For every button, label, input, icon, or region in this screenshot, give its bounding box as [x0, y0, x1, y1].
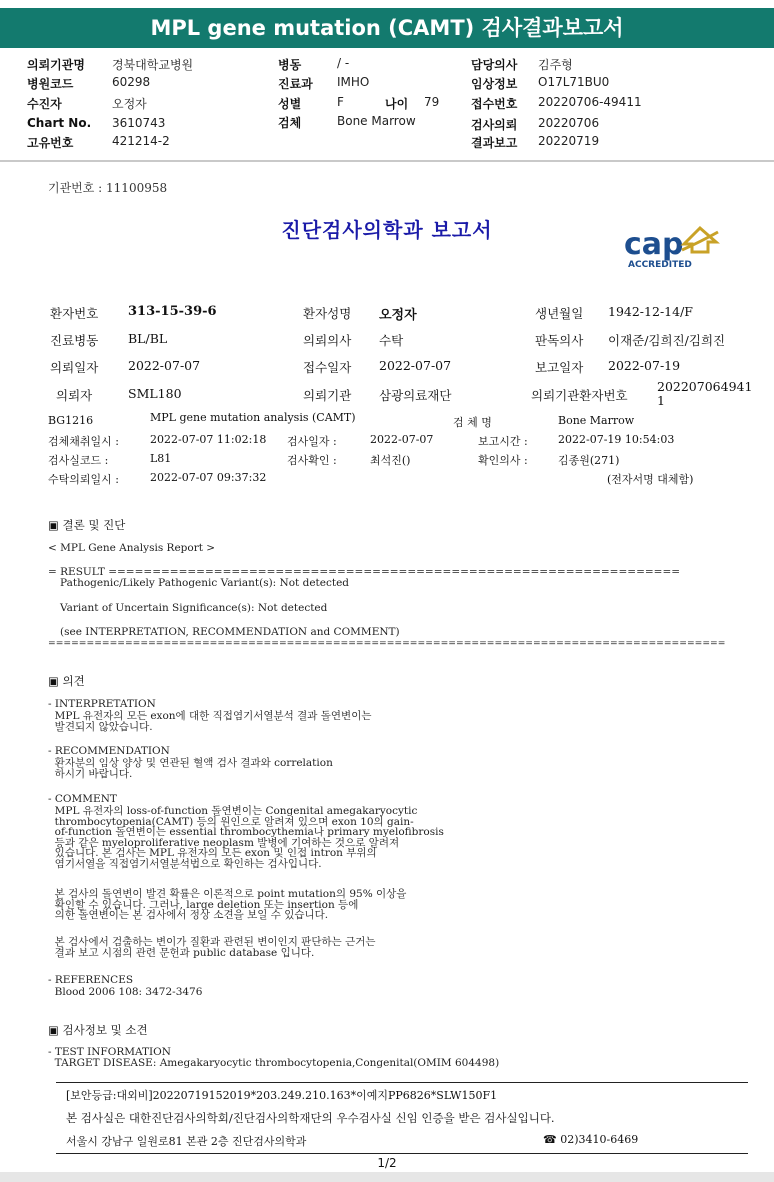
viewer-bottom-bar	[0, 1172, 774, 1182]
interpretation-body: MPL 유전자의 모든 exon에 대한 직접염기서열분석 결과 돌연변이는 발견되지 않았습니다.	[54, 710, 372, 733]
label-collection-time: 검체채취일시 :	[48, 435, 119, 448]
label-sex: 성별	[278, 97, 302, 111]
value-receipt-no: 20220706-49411	[538, 95, 642, 109]
interpretation-heading: - INTERPRETATION	[48, 698, 156, 710]
value-unique-no: 421214-2	[112, 134, 170, 148]
section-test-info: ▣ 검사정보 및 소견	[48, 1023, 148, 1037]
result-pathogenic: Pathogenic/Likely Pathogenic Variant(s): Not detected	[60, 577, 350, 589]
value-specimen: Bone Marrow	[337, 114, 416, 128]
svg-text:ACCREDITED: ACCREDITED	[628, 260, 692, 270]
header-divider	[0, 160, 774, 162]
result-separator: = RESULT =================================================================	[48, 566, 681, 578]
value-chart-no: 3610743	[112, 116, 166, 130]
test-information-body: TARGET DISEASE: Amegakaryocytic thrombocytopenia,Congenital(OMIM 604498)	[48, 1057, 500, 1069]
value-patient-name: 오정자	[379, 308, 417, 323]
value-lab-code: L81	[150, 452, 172, 465]
recommendation-body: 환자분의 임상 양상 및 연관된 혈액 검사 결과와 correlation 하시기 바랍니다.	[54, 757, 333, 780]
label-exam-confirm: 검사확인 :	[287, 454, 337, 467]
label-requesting-org: 의뢰기관명	[27, 58, 85, 72]
value-result-report: 20220719	[538, 134, 600, 148]
result-end-separator: ========================================================================================	[48, 638, 726, 649]
lab-address: 서울시 강남구 일원로81 본관 2층 진단검사의학과	[66, 1135, 307, 1148]
label-unique-no: 고유번호	[27, 136, 74, 150]
label-test-request: 검사의뢰	[471, 118, 518, 132]
comment-body-3: 본 검사에서 검출하는 변이가 질환과 관련된 변이인지 판단하는 근거는 결과 보고 시점의 관련 문헌과 public database 입니다.	[54, 936, 376, 959]
value-ward-dept: BL/BL	[128, 331, 168, 346]
label-confirm-doctor: 확인의사 :	[478, 454, 528, 467]
value-reading-doctor: 이재준/김희진/김희진	[608, 333, 726, 348]
label-hospital-code: 병원코드	[27, 77, 74, 91]
security-stamp: [보안등급:대외비]20220719152019*203.249.210.163*이예지PP6826*SLW150F1	[66, 1089, 498, 1102]
label-ward: 병동	[278, 58, 302, 72]
label-patient-no: 환자번호	[50, 306, 99, 321]
value-age: 79	[424, 95, 440, 109]
label-physician: 담당의사	[471, 58, 518, 72]
label-requesting-institution: 의뢰기관	[303, 388, 352, 403]
label-birthdate: 생년월일	[535, 306, 584, 321]
label-institution-patient-no: 의뢰기관환자번호	[531, 388, 628, 403]
label-exam-date: 검사일자 :	[287, 435, 337, 448]
label-request-date: 의뢰일자	[50, 360, 99, 375]
label-clinical-info: 임상정보	[471, 77, 518, 91]
electronic-signature-note: (전자서명 대체함)	[607, 473, 694, 486]
test-name: MPL gene mutation analysis (CAMT)	[150, 411, 356, 424]
value-requester: SML180	[128, 386, 182, 401]
value-examinee: 오정자	[112, 97, 147, 111]
value-department: IMHO	[337, 75, 370, 89]
result-see-note: (see INTERPRETATION, RECOMMENDATION and COMMENT)	[60, 626, 400, 638]
value-requesting-doctor: 수탁	[379, 333, 404, 348]
header-info	[0, 56, 774, 152]
label-report-date: 보고일자	[535, 360, 584, 375]
label-examinee: 수진자	[27, 97, 62, 111]
value-requesting-institution: 삼광의료재단	[379, 388, 452, 403]
result-vus: Variant of Uncertain Significance(s): Not detected	[60, 602, 328, 614]
page-number: 1/2	[377, 1156, 397, 1170]
value-birthdate: 1942-12-14/F	[608, 304, 693, 319]
label-department: 진료과	[278, 77, 313, 91]
svg-text:cap: cap	[624, 227, 684, 262]
label-specimen: 검체	[278, 116, 302, 130]
cap-accredited-logo	[622, 224, 732, 272]
label-receipt-date: 접수일자	[303, 360, 352, 375]
label-receipt-no: 접수번호	[471, 97, 518, 111]
label-report-time: 보고시간 :	[478, 435, 528, 448]
value-sex: F	[337, 95, 344, 109]
value-hospital-code: 60298	[112, 75, 151, 89]
footer-divider-bottom	[56, 1153, 748, 1154]
value-requesting-org: 경북대학교병원	[112, 58, 194, 72]
label-ward-dept: 진료병동	[50, 333, 99, 348]
value-receipt-date: 2022-07-07	[379, 358, 452, 373]
test-code: BG1216	[48, 414, 94, 427]
label-patient-name: 환자성명	[303, 306, 352, 321]
value-clinical-info: O17L71BU0	[538, 75, 610, 89]
value-confirm-doctor: 김종원(271)	[558, 454, 620, 467]
recommendation-heading: - RECOMMENDATION	[48, 745, 170, 757]
certification-note: 본 검사실은 대한진단검사의학회/진단검사의학재단의 우수검사실 신임 인증을 받은 검사실입니다.	[66, 1111, 555, 1125]
test-information-heading: - TEST INFORMATION	[48, 1046, 171, 1058]
section-conclusion: ▣ 결론 및 진단	[48, 518, 126, 532]
comment-body-1: MPL 유전자의 loss-of-function 돌연변이는 Congenital amegakaryocytic thrombocytopenia(CAMT) 등의 원인으로 알려져 있으며 exon 10의 gain- of-function 돌연변이는 essential thrombocythemia나 primary myelofibrosis 등과 같은 myeloproliferative neoplasm 발병에 기여하는 것으로 알려져 있습니다. 본 검사는 MPL 유전자의 모든 exon 및 인접 intron 부위의 염기서열을 직접염기서열분석법으로 확인하는 검사입니다.	[54, 805, 444, 870]
label-lab-code: 검사실코드 :	[48, 454, 109, 467]
label-result-report: 결과보고	[471, 136, 518, 150]
references-body: Blood 2006 108: 3472-3476	[48, 986, 203, 998]
institution-number: 기관번호 : 11100958	[48, 181, 168, 195]
value-institution-patient-no-cont: 1	[657, 393, 665, 408]
label-age: 나이	[385, 97, 409, 111]
section-opinion: ▣ 의견	[48, 674, 85, 688]
value-physician: 김주형	[538, 58, 573, 72]
report-header-line: < MPL Gene Analysis Report >	[48, 542, 216, 554]
value-exam-confirm: 최석진()	[370, 454, 411, 467]
lab-phone: ☎ 02)3410-6469	[543, 1133, 639, 1146]
value-patient-no: 313-15-39-6	[128, 304, 217, 319]
value-exam-date: 2022-07-07	[370, 433, 434, 446]
label-reading-doctor: 판독의사	[535, 333, 584, 348]
value-request-date: 2022-07-07	[128, 358, 201, 373]
value-report-date: 2022-07-19	[608, 358, 681, 373]
report-banner-title: MPL gene mutation (CAMT) 검사결과보고서	[0, 8, 774, 48]
comment-heading: - COMMENT	[48, 793, 117, 805]
comment-body-2: 본 검사의 돌연변이 발견 확률은 이론적으로 point mutation의 95% 이상을 확인할 수 있습니다. 그러나, large deletion 또는 insertion 등에 의한 돌연변이는 본 검사에서 정상 소견을 보일 수 있습니다.	[54, 888, 407, 921]
label-commission-time: 수탁의뢰일시 :	[48, 473, 119, 486]
value-collection-time: 2022-07-07 11:02:18	[150, 433, 267, 446]
report-title: 진단검사의학과 보고서	[281, 218, 493, 242]
label-requesting-doctor: 의뢰의사	[303, 333, 352, 348]
label-specimen-name: 검 체 명	[453, 416, 492, 429]
value-test-request: 20220706	[538, 116, 600, 130]
footer-divider-top	[56, 1082, 748, 1083]
references-heading: - REFERENCES	[48, 974, 134, 986]
value-specimen-name: Bone Marrow	[558, 414, 635, 427]
value-institution-patient-no: 202207064941	[657, 379, 753, 394]
label-requester: 의뢰자	[56, 388, 93, 403]
label-chart-no: Chart No.	[27, 116, 92, 130]
value-report-time: 2022-07-19 10:54:03	[558, 433, 675, 446]
value-ward: / -	[337, 56, 350, 70]
value-commission-time: 2022-07-07 09:37:32	[150, 471, 267, 484]
